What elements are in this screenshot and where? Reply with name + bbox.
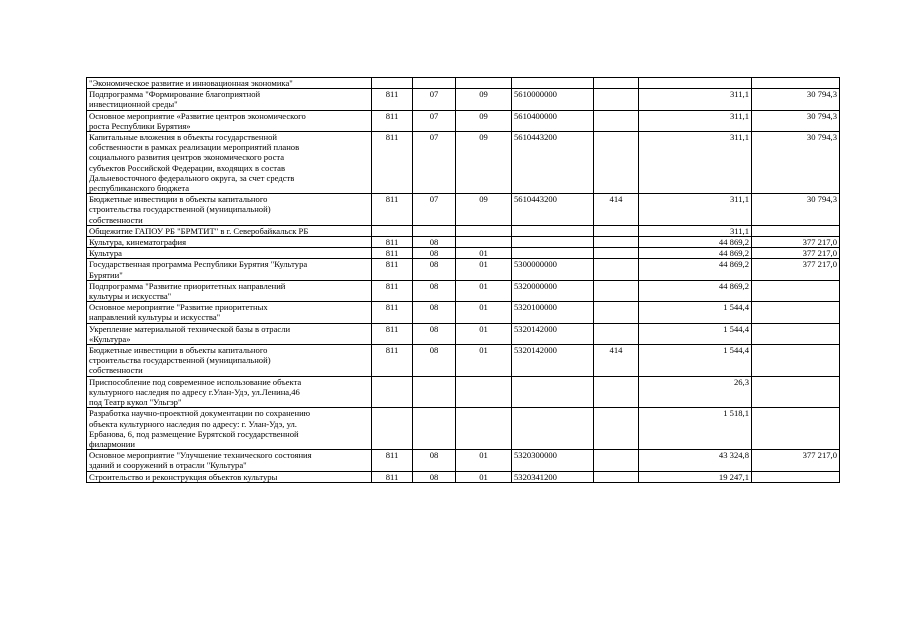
cell-section: 07: [413, 132, 456, 194]
table-row: [87, 450, 840, 471]
cell-amount-2: [752, 323, 840, 344]
cell-amount-1: 44 869,2: [639, 259, 752, 280]
cell-target-article: 5320142000: [512, 323, 594, 344]
cell-name: Подпрограмма "Развитие приоритетных направлений культуры и искусства": [87, 280, 372, 301]
cell-amount-1: 43 324,8: [639, 450, 752, 471]
cell-amount-2: [752, 408, 840, 450]
cell-amount-1: 44 869,2: [639, 280, 752, 301]
cell-expense-type: [594, 110, 639, 131]
cell-expense-type: [594, 280, 639, 301]
cell-name: Культура: [87, 248, 372, 259]
cell-name: Бюджетные инвестиции в объекты капитального строительства государственной (муниципальной) собственности: [87, 194, 372, 226]
cell-target-article: 5610000000: [512, 89, 594, 110]
cell-target-article: 5320000000: [512, 280, 594, 301]
cell-section: 07: [413, 194, 456, 226]
cell-target-article: 5300000000: [512, 259, 594, 280]
cell-grbs: 811: [372, 237, 413, 248]
cell-name: Разработка научно-проектной документации по сохранению объекта культурного наследия по адресу: г. Улан-Удэ, ул. Ербанова, 6, под размещение Бурятской государственной филармонии: [87, 408, 372, 450]
cell-subsection: 01: [456, 259, 512, 280]
cell-section: [413, 376, 456, 408]
cell-target-article: 5320300000: [512, 450, 594, 471]
cell-name: Культура, кинематография: [87, 237, 372, 248]
cell-name: Капитальные вложения в объекты государственной собственности в рамках реализации мероприятий планов социального развития центров экономического роста субъектов Российской Федерации, входящих в состав Дальневосточного федерального округа, за счет средств республиканского бюджета: [87, 132, 372, 194]
budget-table: [86, 77, 840, 483]
cell-expense-type: 414: [594, 194, 639, 226]
cell-expense-type: [594, 376, 639, 408]
cell-amount-2: 30 794,3: [752, 132, 840, 194]
cell-amount-2: 30 794,3: [752, 194, 840, 226]
cell-amount-2: [752, 376, 840, 408]
cell-amount-2: 377 217,0: [752, 259, 840, 280]
cell-amount-2: [752, 78, 840, 89]
table-row: [87, 89, 840, 110]
cell-grbs: 811: [372, 280, 413, 301]
cell-grbs: [372, 225, 413, 236]
cell-target-article: 5610400000: [512, 110, 594, 131]
cell-section: 08: [413, 345, 456, 377]
cell-target-article: [512, 225, 594, 236]
cell-grbs: [372, 408, 413, 450]
table-row: [87, 132, 840, 194]
cell-amount-1: 1 544,4: [639, 323, 752, 344]
cell-subsection: 01: [456, 471, 512, 482]
cell-amount-2: [752, 302, 840, 323]
cell-section: 08: [413, 237, 456, 248]
cell-section: 07: [413, 110, 456, 131]
cell-grbs: 811: [372, 110, 413, 131]
cell-expense-type: [594, 259, 639, 280]
cell-grbs: 811: [372, 132, 413, 194]
cell-expense-type: [594, 78, 639, 89]
cell-grbs: [372, 78, 413, 89]
table-row: [87, 248, 840, 259]
cell-expense-type: [594, 471, 639, 482]
cell-section: 08: [413, 248, 456, 259]
cell-section: 08: [413, 280, 456, 301]
cell-expense-type: [594, 408, 639, 450]
cell-amount-1: 311,1: [639, 194, 752, 226]
cell-subsection: 09: [456, 89, 512, 110]
cell-grbs: 811: [372, 450, 413, 471]
table-row: [87, 345, 840, 377]
cell-name: Подпрограмма "Формирование благоприятной инвестиционной среды": [87, 89, 372, 110]
cell-subsection: 01: [456, 302, 512, 323]
cell-target-article: [512, 237, 594, 248]
cell-section: 08: [413, 259, 456, 280]
cell-section: 07: [413, 89, 456, 110]
cell-amount-1: 44 869,2: [639, 237, 752, 248]
cell-grbs: 811: [372, 345, 413, 377]
cell-expense-type: [594, 225, 639, 236]
cell-section: [413, 225, 456, 236]
cell-subsection: 01: [456, 450, 512, 471]
cell-section: 08: [413, 450, 456, 471]
cell-grbs: [372, 376, 413, 408]
cell-subsection: 01: [456, 345, 512, 377]
cell-section: 08: [413, 471, 456, 482]
table-row: [87, 225, 840, 236]
cell-section: 08: [413, 323, 456, 344]
cell-amount-2: [752, 280, 840, 301]
cell-expense-type: [594, 89, 639, 110]
cell-expense-type: [594, 248, 639, 259]
cell-expense-type: [594, 237, 639, 248]
cell-amount-1: 311,1: [639, 110, 752, 131]
cell-name: Бюджетные инвестиции в объекты капитального строительства государственной (муниципальной) собственности: [87, 345, 372, 377]
cell-grbs: 811: [372, 194, 413, 226]
table-row: [87, 110, 840, 131]
table-body: [87, 78, 840, 483]
cell-grbs: 811: [372, 248, 413, 259]
cell-subsection: [456, 237, 512, 248]
cell-grbs: 811: [372, 89, 413, 110]
table-row: [87, 78, 840, 89]
cell-subsection: [456, 78, 512, 89]
cell-grbs: 811: [372, 323, 413, 344]
cell-section: [413, 408, 456, 450]
cell-amount-1: 1 544,4: [639, 345, 752, 377]
cell-amount-2: 30 794,3: [752, 89, 840, 110]
cell-section: [413, 78, 456, 89]
cell-amount-1: 19 247,1: [639, 471, 752, 482]
cell-amount-1: [639, 78, 752, 89]
cell-amount-1: 311,1: [639, 132, 752, 194]
cell-amount-2: 377 217,0: [752, 237, 840, 248]
cell-target-article: 5610443200: [512, 132, 594, 194]
cell-section: 08: [413, 302, 456, 323]
cell-grbs: 811: [372, 471, 413, 482]
cell-name: Строительство и реконструкция объектов культуры: [87, 471, 372, 482]
cell-target-article: 5610443200: [512, 194, 594, 226]
cell-subsection: 09: [456, 194, 512, 226]
cell-amount-2: 377 217,0: [752, 450, 840, 471]
cell-amount-2: [752, 225, 840, 236]
cell-subsection: 09: [456, 110, 512, 131]
cell-expense-type: [594, 132, 639, 194]
table-row: [87, 408, 840, 450]
cell-amount-1: 1 544,4: [639, 302, 752, 323]
cell-name: Приспособление под современное использование объекта культурного наследия по адресу г.Улан-Удэ, ул.Ленина,46 под Театр кукол "Ульгэр": [87, 376, 372, 408]
table-row: [87, 302, 840, 323]
cell-name: Общежитие ГАПОУ РБ "БРМТИТ" в г. Северобайкальск РБ: [87, 225, 372, 236]
cell-amount-1: 1 518,1: [639, 408, 752, 450]
cell-amount-1: 311,1: [639, 89, 752, 110]
table-row: [87, 237, 840, 248]
cell-target-article: 5320142000: [512, 345, 594, 377]
table-row: [87, 376, 840, 408]
table-row: [87, 259, 840, 280]
cell-expense-type: [594, 450, 639, 471]
cell-expense-type: [594, 302, 639, 323]
cell-amount-2: 377 217,0: [752, 248, 840, 259]
cell-grbs: 811: [372, 302, 413, 323]
cell-name: Основное мероприятие "Развитие приоритетных направлений культуры и искусства": [87, 302, 372, 323]
cell-name: Основное мероприятие "Улучшение технического состояния зданий и сооружений в отрасли "Культура": [87, 450, 372, 471]
cell-amount-2: [752, 471, 840, 482]
table-row: [87, 280, 840, 301]
cell-grbs: 811: [372, 259, 413, 280]
cell-amount-1: 26,3: [639, 376, 752, 408]
cell-amount-2: 30 794,3: [752, 110, 840, 131]
cell-target-article: 5320100000: [512, 302, 594, 323]
cell-expense-type: [594, 323, 639, 344]
cell-amount-1: 44 869,2: [639, 248, 752, 259]
cell-name: "Экономическое развитие и инновационная экономика": [87, 78, 372, 89]
cell-subsection: 01: [456, 323, 512, 344]
cell-subsection: [456, 225, 512, 236]
cell-target-article: 5320341200: [512, 471, 594, 482]
cell-subsection: 01: [456, 248, 512, 259]
table-row: [87, 471, 840, 482]
cell-amount-2: [752, 345, 840, 377]
cell-target-article: [512, 78, 594, 89]
cell-expense-type: 414: [594, 345, 639, 377]
cell-target-article: [512, 376, 594, 408]
cell-amount-1: 311,1: [639, 225, 752, 236]
table-row: [87, 194, 840, 226]
cell-target-article: [512, 248, 594, 259]
cell-target-article: [512, 408, 594, 450]
table-row: [87, 323, 840, 344]
cell-name: Укрепление материальной технической базы в отрасли «Культура»: [87, 323, 372, 344]
cell-subsection: [456, 376, 512, 408]
cell-name: Государственная программа Республики Бурятия "Культура Бурятии": [87, 259, 372, 280]
cell-name: Основное мероприятие «Развитие центров экономического роста Республики Бурятия»: [87, 110, 372, 131]
cell-subsection: 09: [456, 132, 512, 194]
cell-subsection: [456, 408, 512, 450]
cell-subsection: 01: [456, 280, 512, 301]
